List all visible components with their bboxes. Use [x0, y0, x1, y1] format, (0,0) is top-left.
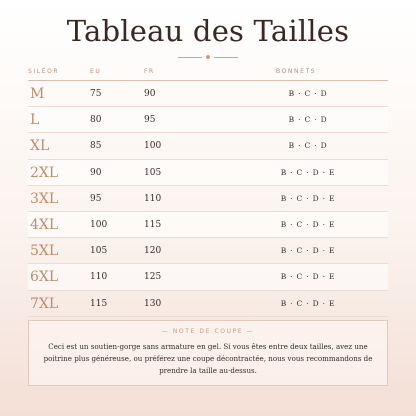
- eu-cell: 90: [90, 167, 102, 178]
- size-cell: M: [30, 86, 45, 102]
- eu-cell: 75: [90, 89, 102, 99]
- table-row: [28, 264, 388, 290]
- eu-cell: 110: [90, 272, 108, 283]
- fr-cell: 125: [144, 272, 162, 283]
- size-cell: 5XL: [30, 243, 59, 260]
- cups-cell: B · C · D · E: [280, 246, 336, 256]
- size-table: [28, 81, 388, 317]
- eu-cell: 95: [90, 193, 102, 204]
- cups-cell: B · C · D · E: [280, 167, 336, 177]
- size-cell: 7XL: [30, 295, 59, 312]
- cups-cell: B · C · D: [288, 141, 328, 151]
- col-header-eu: EU: [90, 68, 102, 75]
- eu-cell: 85: [90, 141, 102, 152]
- size-cell: L: [30, 112, 40, 129]
- eu-cell: 115: [90, 298, 108, 309]
- fr-cell: 110: [144, 193, 162, 204]
- fr-cell: 90: [144, 89, 156, 99]
- table-row: [28, 238, 388, 264]
- fit-note-box: [28, 320, 388, 386]
- table-row: [28, 160, 388, 186]
- cups-cell: B · C · D · E: [280, 193, 336, 203]
- page-title: Tableau des Tailles: [66, 14, 350, 48]
- table-row: [28, 81, 388, 107]
- fr-cell: 115: [144, 219, 162, 230]
- fr-cell: 120: [144, 246, 162, 257]
- table-header: [0, 68, 416, 80]
- eu-cell: 100: [90, 219, 108, 230]
- size-cell: 6XL: [30, 269, 59, 286]
- eu-cell: 105: [90, 246, 108, 257]
- col-header-fr: FR: [144, 68, 155, 75]
- fit-note-title: — NOTE DE COUPE —: [161, 328, 255, 335]
- fr-cell: 100: [144, 141, 162, 152]
- fr-cell: 95: [144, 115, 156, 126]
- size-cell: XL: [30, 138, 50, 155]
- table-row: [28, 291, 388, 317]
- ornament-line-left: [178, 57, 202, 58]
- title-ornament: [178, 55, 238, 61]
- ornament-dot: [206, 55, 210, 59]
- fit-note-text: Ceci est un soutien-gorge sans armature en gel. Si vous êtes entre deux tailles, avez une poitrine plus généreuse, ou préférez une coupe décontractée, nous vous recommandons de prendre la taille au-dessus.: [43, 342, 373, 375]
- cups-cell: B · C · D: [288, 115, 328, 125]
- eu-cell: 80: [90, 115, 102, 126]
- table-row: [28, 212, 388, 238]
- fr-cell: 130: [144, 298, 162, 309]
- cups-cell: B · C · D: [288, 89, 328, 98]
- table-row: [28, 186, 388, 212]
- table-row: [28, 133, 388, 159]
- cups-cell: B · C · D · E: [280, 219, 336, 229]
- cups-cell: B · C · D · E: [280, 298, 336, 308]
- col-header-size: SILÉOR: [28, 68, 60, 75]
- fr-cell: 105: [144, 167, 162, 178]
- col-header-cups: BONNETS: [276, 68, 317, 75]
- cups-cell: B · C · D · E: [280, 272, 336, 282]
- size-cell: 3XL: [30, 190, 59, 207]
- ornament-line-right: [214, 57, 238, 58]
- size-cell: 2XL: [30, 164, 59, 181]
- size-cell: 4XL: [30, 216, 59, 233]
- table-row: [28, 107, 388, 133]
